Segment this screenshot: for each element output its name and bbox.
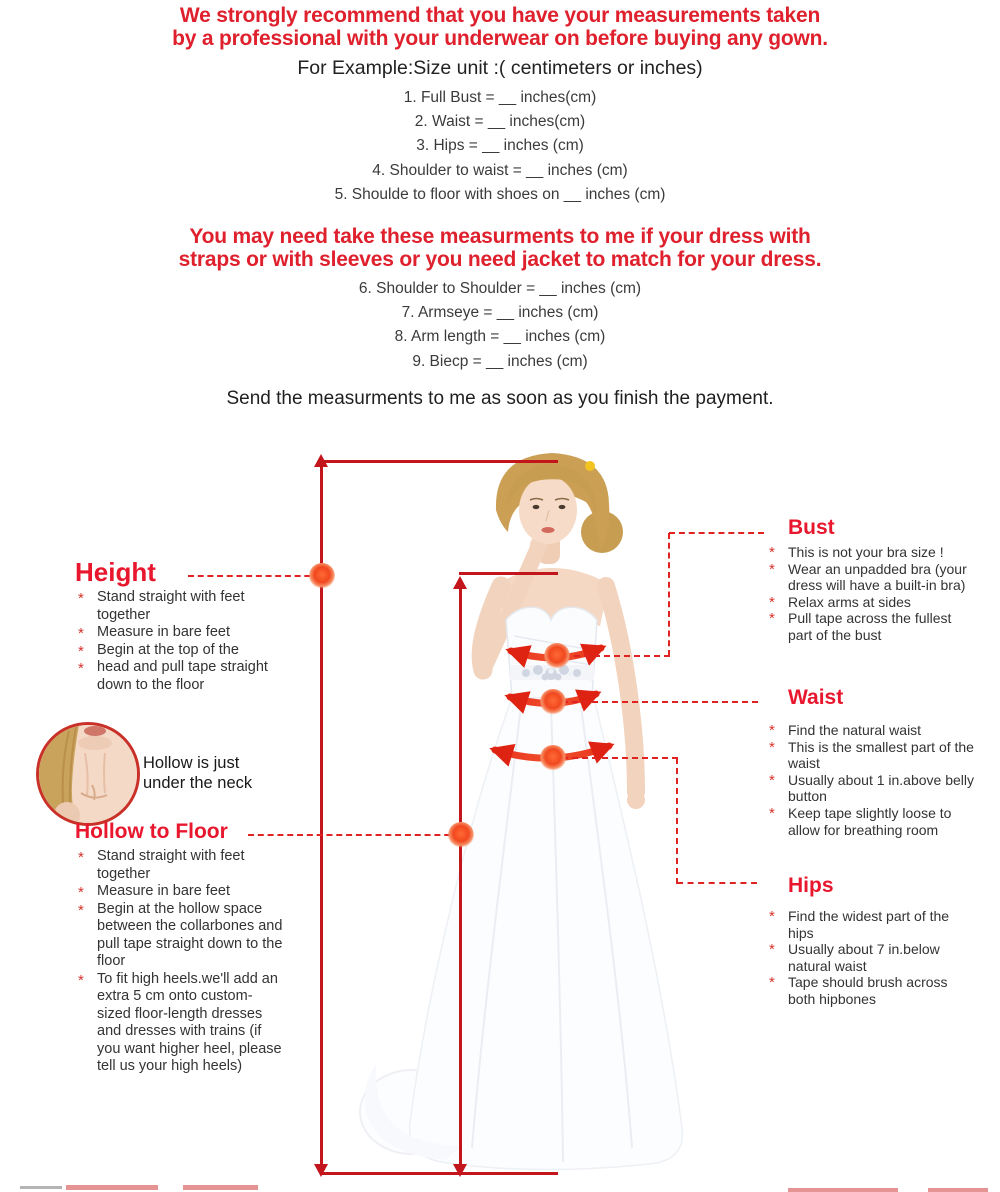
star-bullet-icon: *	[78, 901, 84, 919]
hips-connector-dash-v	[676, 758, 678, 884]
tip-text: head and pull tape straight down to the floor	[97, 659, 268, 693]
waist-tip	[766, 805, 978, 838]
height-tip	[75, 659, 273, 694]
star-bullet-icon: *	[78, 849, 84, 866]
tip-text: Stand straight with feet together	[97, 589, 245, 623]
tip-text: by a professional with your underwear on before buying any gown.	[172, 27, 828, 50]
bust-tips-list	[766, 544, 978, 644]
star-bullet-icon: *	[769, 941, 775, 959]
tip-text: Stand straight with feet together	[97, 848, 245, 882]
star-bullet-icon: *	[769, 974, 775, 992]
tip-text: straps or with sleeves or you need jacket to match for your dress.	[178, 248, 822, 271]
waist-tip	[766, 722, 978, 739]
tip-text: You may need take these measurments to me if your dress with	[189, 225, 811, 248]
star-bullet-icon: *	[78, 971, 84, 989]
tip-text: 4. Shoulder to waist = __ inches (cm)	[372, 161, 628, 179]
hollow-top-line	[459, 572, 558, 575]
height-tips-list	[75, 589, 273, 694]
height-tip	[75, 624, 273, 642]
watermark-remnant	[66, 1185, 158, 1190]
bust-connector-dash-h1	[564, 655, 670, 657]
height-tip	[75, 589, 273, 624]
bust-anchor-dot	[544, 643, 570, 669]
star-bullet-icon: *	[78, 625, 84, 642]
hips-connector-dash-h1	[562, 757, 678, 759]
warning-line	[0, 4, 1000, 27]
warning-line	[0, 225, 1000, 248]
star-bullet-icon: *	[78, 884, 84, 901]
height-top-line	[320, 460, 558, 463]
bust-tip	[766, 610, 978, 643]
waist-anchor-dot	[540, 689, 566, 715]
hollow-to-floor-tips-list	[75, 848, 283, 1076]
tip-text: Measure in bare feet	[97, 624, 230, 640]
tip-text: Wear an unpadded bra (your dress will have a built-in bra)	[788, 560, 967, 594]
measurement-item	[0, 183, 1000, 207]
warning-professional-measurements	[0, 4, 1000, 50]
warning-line	[0, 27, 1000, 50]
tip-text: We strongly recommend that you have your measurements taken	[179, 4, 821, 27]
star-bullet-icon: *	[769, 544, 775, 561]
hollow-vertical-line	[459, 587, 462, 1168]
watermark-remnant	[183, 1185, 258, 1190]
bust-connector-dash-h2	[669, 532, 764, 534]
tip-text: Usually about 1 in.above belly button	[788, 771, 975, 805]
height-line-arrow-down-icon	[314, 1164, 328, 1177]
tip-text: To fit high heels.we'll add an extra 5 cm onto custom-sized floor-length dresses and dresses with trains (if you want higher heel, please tell us your high heels)	[97, 970, 282, 1074]
warning-line	[0, 248, 1000, 271]
measurement-list-secondary	[0, 277, 1000, 374]
tip-text: Begin at the top of the	[97, 641, 239, 658]
height-anchor-dot	[309, 563, 335, 589]
waist-connector-dash	[562, 701, 758, 703]
measurement-item	[0, 325, 1000, 349]
bust-tip	[766, 594, 978, 611]
tip-text: 1. Full Bust = __ inches(cm)	[403, 89, 597, 106]
hollow-to-floor-tip	[75, 971, 283, 1076]
star-bullet-icon: *	[769, 908, 775, 925]
height-section-title: Height	[75, 557, 156, 587]
star-bullet-icon: *	[769, 560, 775, 578]
tip-text: 5. Shoulde to floor with shoes on __ inches (cm)	[334, 185, 666, 203]
measurement-list-primary	[0, 86, 1000, 207]
measurement-item	[0, 110, 1000, 134]
tip-text: Pull tape across the fullest part of the bust	[788, 610, 952, 643]
watermark-remnant	[928, 1188, 988, 1192]
tip-text: 8. Arm length = __ inches (cm)	[394, 328, 606, 346]
star-bullet-icon: *	[769, 610, 775, 628]
bust-tip	[766, 561, 978, 594]
hollow-to-floor-tip	[75, 901, 283, 971]
height-tip	[75, 642, 273, 660]
bust-section-title: Bust	[788, 516, 835, 539]
hips-tip	[766, 974, 978, 1007]
hollow-to-floor-section-title: Hollow to Floor	[75, 820, 228, 843]
star-bullet-icon: *	[78, 642, 84, 660]
star-bullet-icon: *	[769, 722, 775, 739]
star-bullet-icon: *	[769, 771, 775, 789]
tip-text: This is the smallest part of the waist	[788, 738, 974, 772]
tip-text: Tape should brush across both hipbones	[788, 974, 948, 1007]
watermark-remnant	[20, 1186, 62, 1189]
measurement-diagram	[0, 430, 1000, 1192]
hips-section-title: Hips	[788, 874, 834, 897]
tip-text: 3. Hips = __ inches (cm)	[416, 137, 584, 155]
hollow-to-floor-tip	[75, 883, 283, 901]
tip-text: 7. Armseye = __ inches (cm)	[401, 304, 599, 322]
measurement-item	[0, 86, 1000, 110]
star-bullet-icon: *	[769, 804, 775, 822]
measurement-item	[0, 350, 1000, 374]
bust-tip	[766, 544, 978, 561]
tip-text: Begin at the hollow space between the collarbones and pull tape straight down to the floor	[97, 900, 283, 969]
size-unit-example-line: For Example:Size unit :( centimeters or inches)	[297, 57, 703, 79]
warning-extra-measurements	[0, 225, 1000, 271]
hollow-to-floor-anchor-dot	[448, 822, 474, 848]
tip-text: 9. Biecp = __ inches (cm)	[412, 352, 588, 370]
measurement-item	[0, 277, 1000, 301]
watermark-remnant	[788, 1188, 898, 1192]
star-bullet-icon: *	[78, 590, 84, 607]
hips-anchor-dot	[540, 745, 566, 771]
tip-text: Keep tape slightly loose to allow for breathing room	[788, 804, 952, 838]
measurement-item	[0, 301, 1000, 325]
tip-text: Measure in bare feet	[97, 883, 230, 899]
star-bullet-icon: *	[769, 738, 775, 756]
tip-text: Find the natural waist	[788, 722, 922, 738]
send-measurements-note: Send the measurments to me as soon as you finish the payment.	[226, 388, 774, 409]
tip-text: Relax arms at sides	[788, 593, 911, 610]
hollow-closeup-illustration	[39, 725, 137, 823]
hollow-closeup-photo	[36, 722, 140, 826]
waist-tip	[766, 739, 978, 772]
tip-text: Usually about 7 in.below natural waist	[788, 941, 940, 974]
hips-tip	[766, 941, 978, 974]
tip-text: Find the widest part of the hips	[788, 908, 950, 941]
waist-tip	[766, 772, 978, 805]
bride-photo	[350, 444, 710, 1174]
measurement-item	[0, 159, 1000, 183]
hips-connector-dash-h2	[677, 882, 757, 884]
tip-text: 2. Waist = __ inches(cm)	[414, 113, 586, 131]
tip-text: This is not your bra size !	[788, 544, 944, 560]
waist-section-title: Waist	[788, 686, 844, 709]
floor-line	[320, 1172, 558, 1175]
hips-tip	[766, 908, 978, 941]
hollow-to-floor-tip	[75, 848, 283, 883]
measurement-item	[0, 134, 1000, 158]
tip-text: 6. Shoulder to Shoulder = __ inches (cm)	[358, 280, 642, 297]
bust-connector-dash-v	[668, 533, 670, 656]
hollow-line-arrow-down-icon	[453, 1164, 467, 1177]
hips-tips-list	[766, 908, 978, 1008]
star-bullet-icon: *	[78, 660, 84, 677]
hollow-note-text: Hollow is just under the neck	[143, 754, 253, 792]
star-bullet-icon: *	[769, 593, 775, 611]
waist-tips-list	[766, 722, 978, 838]
